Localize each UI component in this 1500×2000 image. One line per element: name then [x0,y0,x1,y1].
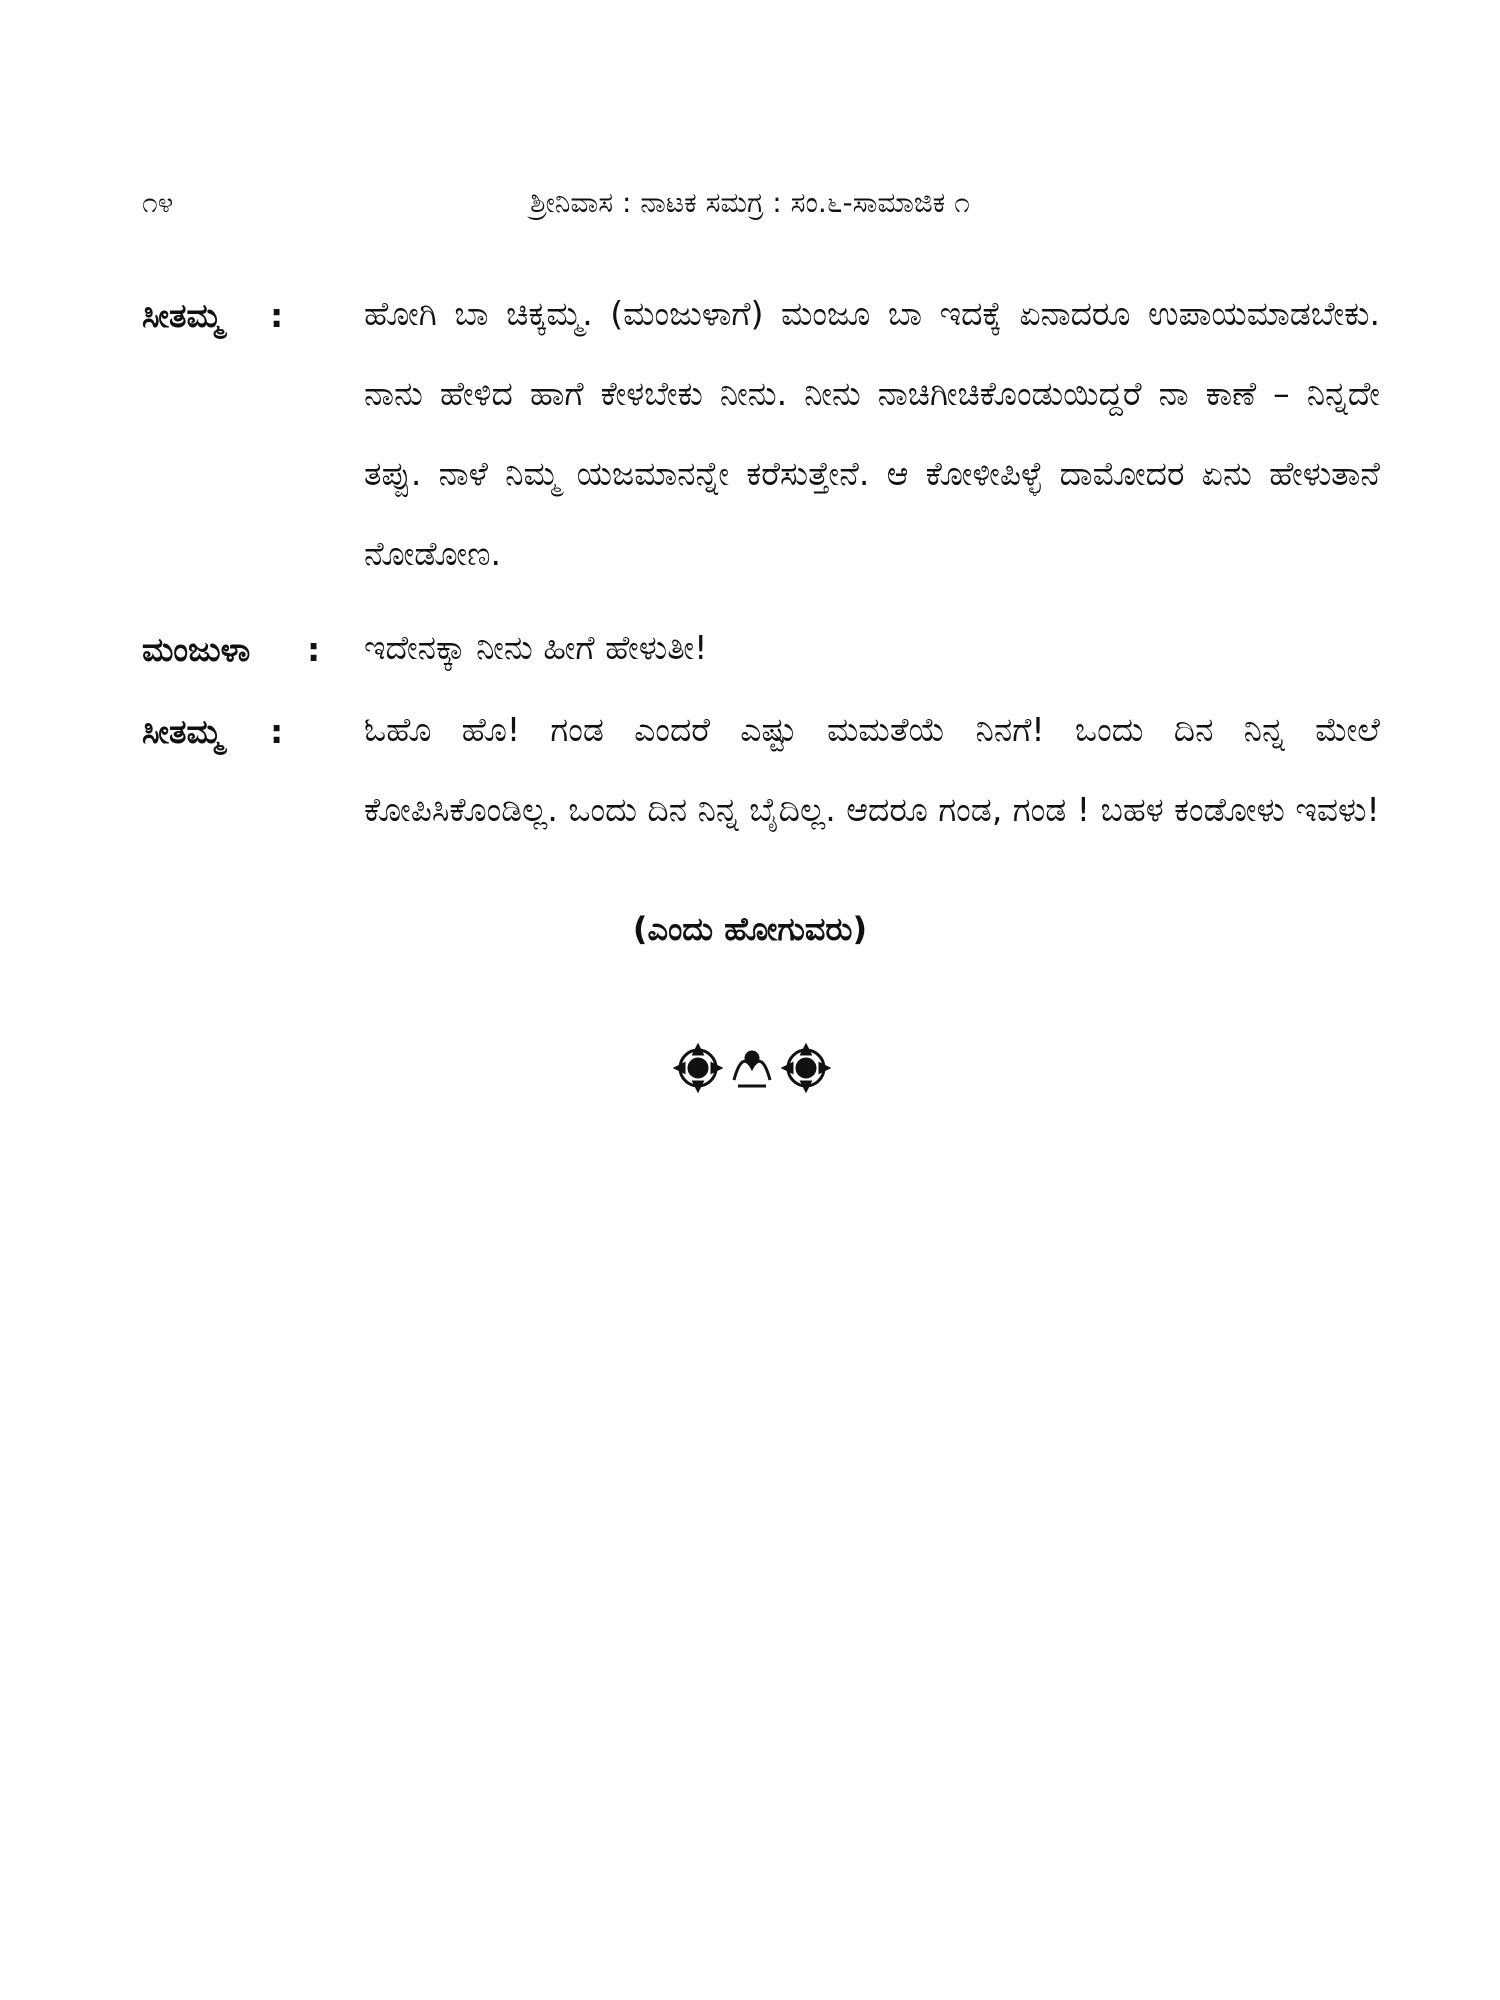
stage-direction: (ಎಂದು ಹೋಗುವರು) [632,910,868,948]
dialogue-text: ಓಹೊ ಹೊ! ಗಂಡ ಎಂದರೆ ಎಷ್ಟು ಮಮತೆಯೆ ನಿನಗೆ! ಒಂದು ದಿನ ನಿನ್ನ ಮೇಲೆ ಕೋಪಿಸಿಕೊಂಡಿಲ್ಲ. ಒಂದು ದಿನ ನಿನ್ನ ಬೈದಿಲ್ಲ. ಆದರೂ ಗಂಡ, ಗಂಡ ! ಬಹಳ ಕಂಡೋಳು ಇವಳು! [364,710,1380,829]
speaker-name: ಸೀತಮ್ಮ [142,296,223,335]
running-header: ಶ್ರೀನಿವಾಸ : ನಾಟಕ ಸಮಗ್ರ : ಸಂ.೬-ಸಾಮಾಜಿಕ ೧ [530,186,970,219]
speaker-colon: : [270,712,284,751]
page-number: ೧೪ [142,186,174,219]
speaker-colon: : [307,630,321,669]
dialogue-text: ಹೋಗಿ ಬಾ ಚಿಕ್ಕಮ್ಮ. (ಮಂಜುಳಾಗೆ) ಮಂಜೂ ಬಾ ಇದಕ್ಕೆ ಏನಾದರೂ ಉಪಾಯಮಾಡಬೇಕು. ನಾನು ಹೇಳಿದ ಹಾಗೆ ಕೇಳಬೇಕು ನೀನು. ನೀನು ನಾಚಿಗೀಚಿಕೊಂಡುಯಿದ್ದರೆ ನಾ ಕಾಣೆ – ನಿನ್ನದೇ ತಪ್ಪು. ನಾಳೆ ನಿಮ್ಮ ಯಜಮಾನನ್ನೇ ಕರೆಸುತ್ತೇನೆ. ಆ ಕೋಳೀಪಿಳ್ಳೆ ದಾಮೋದರ ಏನು ಹೇಳುತಾನೆ ನೋಡೋಣ. [364,294,1380,573]
dialogue-text: ಇದೇನಕ್ಕಾ ನೀನು ಹೀಗೆ ಹೇಳುತೀ! [364,628,708,667]
floral-ornament-icon [672,1040,832,1096]
speaker-name: ಸೀತಮ್ಮ [142,712,223,751]
speaker-colon: : [270,296,284,335]
speaker-name: ಮಂಜುಳಾ [142,630,251,669]
